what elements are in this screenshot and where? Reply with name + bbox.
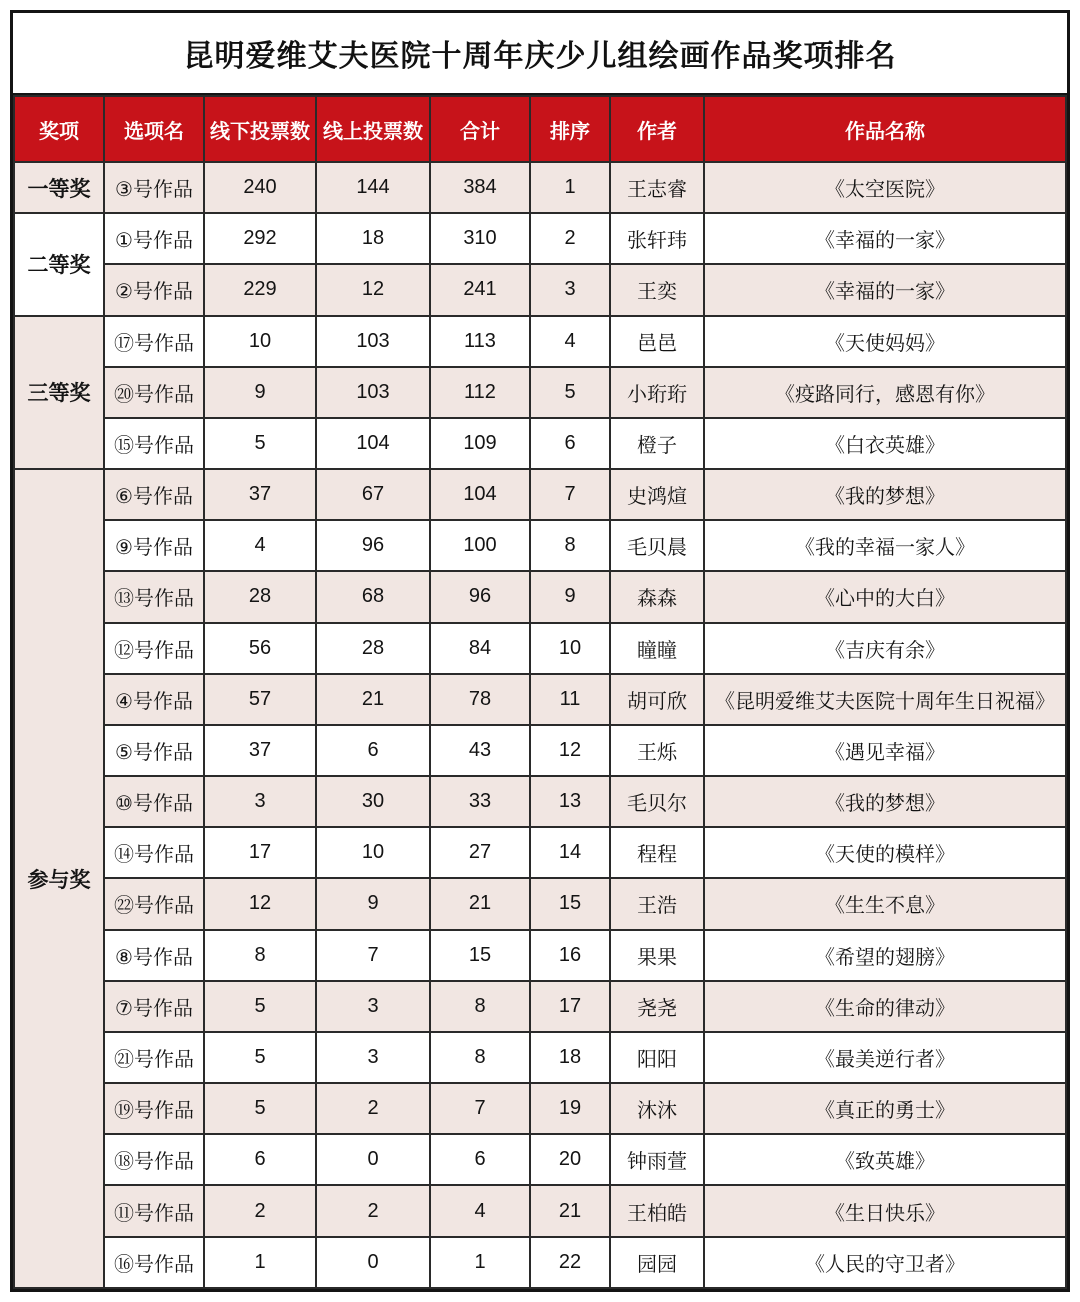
author-cell: 王烁: [610, 725, 704, 776]
table-row: [14, 264, 1066, 315]
table-row: [14, 725, 1066, 776]
author-cell: 毛贝尔: [610, 776, 704, 827]
option-cell: ⑳号作品: [104, 367, 204, 418]
option-cell: ③号作品: [104, 162, 204, 213]
offline-votes-cell: 3: [204, 776, 316, 827]
online-votes-cell: 2: [316, 1083, 430, 1134]
offline-votes-cell: 28: [204, 571, 316, 622]
option-cell: ㉒号作品: [104, 878, 204, 929]
offline-votes-cell: 37: [204, 469, 316, 520]
author-cell: 王奕: [610, 264, 704, 315]
total-cell: 7: [430, 1083, 530, 1134]
option-cell: ⑰号作品: [104, 316, 204, 367]
work-title-cell: 《我的幸福一家人》: [704, 520, 1066, 571]
total-cell: 6: [430, 1134, 530, 1185]
option-cell: ㉑号作品: [104, 1032, 204, 1083]
table-row: [14, 1032, 1066, 1083]
table-row: [14, 316, 1066, 367]
table-row: [14, 367, 1066, 418]
offline-votes-cell: 2: [204, 1185, 316, 1236]
column-header: 合计: [430, 96, 530, 162]
option-cell: ⑲号作品: [104, 1083, 204, 1134]
online-votes-cell: 6: [316, 725, 430, 776]
table-header: [14, 96, 1066, 162]
online-votes-cell: 67: [316, 469, 430, 520]
rank-cell: 8: [530, 520, 610, 571]
offline-votes-cell: 5: [204, 1083, 316, 1134]
rank-cell: 3: [530, 264, 610, 315]
online-votes-cell: 10: [316, 827, 430, 878]
column-header: 排序: [530, 96, 610, 162]
total-cell: 100: [430, 520, 530, 571]
online-votes-cell: 103: [316, 367, 430, 418]
author-cell: 橙子: [610, 418, 704, 469]
work-title-cell: 《生命的律动》: [704, 981, 1066, 1032]
work-title-cell: 《生生不息》: [704, 878, 1066, 929]
table-row: [14, 1185, 1066, 1236]
table-row: [14, 1237, 1066, 1288]
total-cell: 84: [430, 623, 530, 674]
online-votes-cell: 104: [316, 418, 430, 469]
title-bar: [13, 13, 1067, 95]
total-cell: 310: [430, 213, 530, 264]
table-row: [14, 623, 1066, 674]
table-row: [14, 674, 1066, 725]
online-votes-cell: 0: [316, 1134, 430, 1185]
work-title-cell: 《生日快乐》: [704, 1185, 1066, 1236]
award-cell: 一等奖: [14, 162, 104, 213]
offline-votes-cell: 240: [204, 162, 316, 213]
header-row: [14, 96, 1066, 162]
author-cell: 钟雨萱: [610, 1134, 704, 1185]
total-cell: 21: [430, 878, 530, 929]
work-title-cell: 《幸福的一家》: [704, 213, 1066, 264]
online-votes-cell: 2: [316, 1185, 430, 1236]
total-cell: 27: [430, 827, 530, 878]
online-votes-cell: 30: [316, 776, 430, 827]
option-cell: ⑫号作品: [104, 623, 204, 674]
rank-cell: 20: [530, 1134, 610, 1185]
rank-cell: 15: [530, 878, 610, 929]
rank-cell: 2: [530, 213, 610, 264]
author-cell: 瞳瞳: [610, 623, 704, 674]
total-cell: 104: [430, 469, 530, 520]
table-row: [14, 1083, 1066, 1134]
rank-cell: 21: [530, 1185, 610, 1236]
option-cell: ⑩号作品: [104, 776, 204, 827]
offline-votes-cell: 5: [204, 1032, 316, 1083]
work-title-cell: 《人民的守卫者》: [704, 1237, 1066, 1288]
work-title-cell: 《幸福的一家》: [704, 264, 1066, 315]
offline-votes-cell: 6: [204, 1134, 316, 1185]
total-cell: 109: [430, 418, 530, 469]
ranking-sheet: [10, 10, 1070, 1292]
table-row: [14, 776, 1066, 827]
online-votes-cell: 96: [316, 520, 430, 571]
rank-cell: 12: [530, 725, 610, 776]
table-row: [14, 418, 1066, 469]
rank-cell: 1: [530, 162, 610, 213]
total-cell: 1: [430, 1237, 530, 1288]
offline-votes-cell: 10: [204, 316, 316, 367]
rank-cell: 16: [530, 930, 610, 981]
option-cell: ⑪号作品: [104, 1185, 204, 1236]
work-title-cell: 《天使妈妈》: [704, 316, 1066, 367]
work-title-cell: 《昆明爱维艾夫医院十周年生日祝福》: [704, 674, 1066, 725]
author-cell: 森森: [610, 571, 704, 622]
award-cell: 参与奖: [14, 469, 104, 1288]
work-title-cell: 《真正的勇士》: [704, 1083, 1066, 1134]
option-cell: ①号作品: [104, 213, 204, 264]
work-title-cell: 《疫路同行，感恩有你》: [704, 367, 1066, 418]
work-title-cell: 《希望的翅膀》: [704, 930, 1066, 981]
online-votes-cell: 28: [316, 623, 430, 674]
offline-votes-cell: 5: [204, 418, 316, 469]
author-cell: 王柏皓: [610, 1185, 704, 1236]
table-row: [14, 878, 1066, 929]
table-row: [14, 981, 1066, 1032]
rank-cell: 10: [530, 623, 610, 674]
option-cell: ⑥号作品: [104, 469, 204, 520]
author-cell: 果果: [610, 930, 704, 981]
author-cell: 胡可欣: [610, 674, 704, 725]
total-cell: 96: [430, 571, 530, 622]
rank-cell: 11: [530, 674, 610, 725]
author-cell: 阳阳: [610, 1032, 704, 1083]
offline-votes-cell: 8: [204, 930, 316, 981]
work-title-cell: 《吉庆有余》: [704, 623, 1066, 674]
author-cell: 王浩: [610, 878, 704, 929]
rank-cell: 14: [530, 827, 610, 878]
rank-cell: 7: [530, 469, 610, 520]
column-header: 作品名称: [704, 96, 1066, 162]
rank-cell: 19: [530, 1083, 610, 1134]
page-title: 昆明爱维艾夫医院十周年庆少儿组绘画作品奖项排名: [183, 40, 897, 73]
author-cell: 张轩玮: [610, 213, 704, 264]
offline-votes-cell: 56: [204, 623, 316, 674]
author-cell: 程程: [610, 827, 704, 878]
option-cell: ⑬号作品: [104, 571, 204, 622]
option-cell: ⑮号作品: [104, 418, 204, 469]
total-cell: 113: [430, 316, 530, 367]
table-row: [14, 827, 1066, 878]
online-votes-cell: 9: [316, 878, 430, 929]
offline-votes-cell: 17: [204, 827, 316, 878]
author-cell: 沐沐: [610, 1083, 704, 1134]
table-row: [14, 1134, 1066, 1185]
option-cell: ⑤号作品: [104, 725, 204, 776]
work-title-cell: 《心中的大白》: [704, 571, 1066, 622]
total-cell: 241: [430, 264, 530, 315]
offline-votes-cell: 9: [204, 367, 316, 418]
work-title-cell: 《我的梦想》: [704, 469, 1066, 520]
rank-cell: 22: [530, 1237, 610, 1288]
column-header: 选项名: [104, 96, 204, 162]
offline-votes-cell: 5: [204, 981, 316, 1032]
offline-votes-cell: 12: [204, 878, 316, 929]
online-votes-cell: 3: [316, 981, 430, 1032]
award-cell: 二等奖: [14, 213, 104, 315]
option-cell: ⑦号作品: [104, 981, 204, 1032]
offline-votes-cell: 4: [204, 520, 316, 571]
online-votes-cell: 68: [316, 571, 430, 622]
option-cell: ⑱号作品: [104, 1134, 204, 1185]
author-cell: 毛贝晨: [610, 520, 704, 571]
total-cell: 4: [430, 1185, 530, 1236]
work-title-cell: 《最美逆行者》: [704, 1032, 1066, 1083]
total-cell: 43: [430, 725, 530, 776]
option-cell: ⑯号作品: [104, 1237, 204, 1288]
work-title-cell: 《太空医院》: [704, 162, 1066, 213]
total-cell: 112: [430, 367, 530, 418]
offline-votes-cell: 292: [204, 213, 316, 264]
rank-cell: 18: [530, 1032, 610, 1083]
online-votes-cell: 0: [316, 1237, 430, 1288]
online-votes-cell: 103: [316, 316, 430, 367]
option-cell: ④号作品: [104, 674, 204, 725]
author-cell: 史鸿煊: [610, 469, 704, 520]
table-row: [14, 930, 1066, 981]
offline-votes-cell: 37: [204, 725, 316, 776]
online-votes-cell: 21: [316, 674, 430, 725]
option-cell: ⑭号作品: [104, 827, 204, 878]
option-cell: ⑧号作品: [104, 930, 204, 981]
table-body: [14, 162, 1066, 1288]
table-row: [14, 162, 1066, 213]
option-cell: ⑨号作品: [104, 520, 204, 571]
author-cell: 邑邑: [610, 316, 704, 367]
total-cell: 8: [430, 1032, 530, 1083]
author-cell: 王志睿: [610, 162, 704, 213]
award-cell: 三等奖: [14, 316, 104, 470]
total-cell: 78: [430, 674, 530, 725]
work-title-cell: 《白衣英雄》: [704, 418, 1066, 469]
online-votes-cell: 144: [316, 162, 430, 213]
column-header: 线下投票数: [204, 96, 316, 162]
work-title-cell: 《致英雄》: [704, 1134, 1066, 1185]
table-row: [14, 469, 1066, 520]
offline-votes-cell: 1: [204, 1237, 316, 1288]
author-cell: 小珩珩: [610, 367, 704, 418]
total-cell: 8: [430, 981, 530, 1032]
column-header: 奖项: [14, 96, 104, 162]
author-cell: 尧尧: [610, 981, 704, 1032]
online-votes-cell: 18: [316, 213, 430, 264]
table-row: [14, 571, 1066, 622]
total-cell: 15: [430, 930, 530, 981]
offline-votes-cell: 57: [204, 674, 316, 725]
author-cell: 园园: [610, 1237, 704, 1288]
work-title-cell: 《遇见幸福》: [704, 725, 1066, 776]
rank-cell: 5: [530, 367, 610, 418]
table-row: [14, 213, 1066, 264]
online-votes-cell: 3: [316, 1032, 430, 1083]
table-row: [14, 520, 1066, 571]
award-ranking-table: [13, 95, 1067, 1289]
work-title-cell: 《天使的模样》: [704, 827, 1066, 878]
rank-cell: 4: [530, 316, 610, 367]
online-votes-cell: 12: [316, 264, 430, 315]
total-cell: 384: [430, 162, 530, 213]
work-title-cell: 《我的梦想》: [704, 776, 1066, 827]
option-cell: ②号作品: [104, 264, 204, 315]
rank-cell: 13: [530, 776, 610, 827]
offline-votes-cell: 229: [204, 264, 316, 315]
total-cell: 33: [430, 776, 530, 827]
online-votes-cell: 7: [316, 930, 430, 981]
rank-cell: 6: [530, 418, 610, 469]
rank-cell: 9: [530, 571, 610, 622]
rank-cell: 17: [530, 981, 610, 1032]
column-header: 作者: [610, 96, 704, 162]
column-header: 线上投票数: [316, 96, 430, 162]
